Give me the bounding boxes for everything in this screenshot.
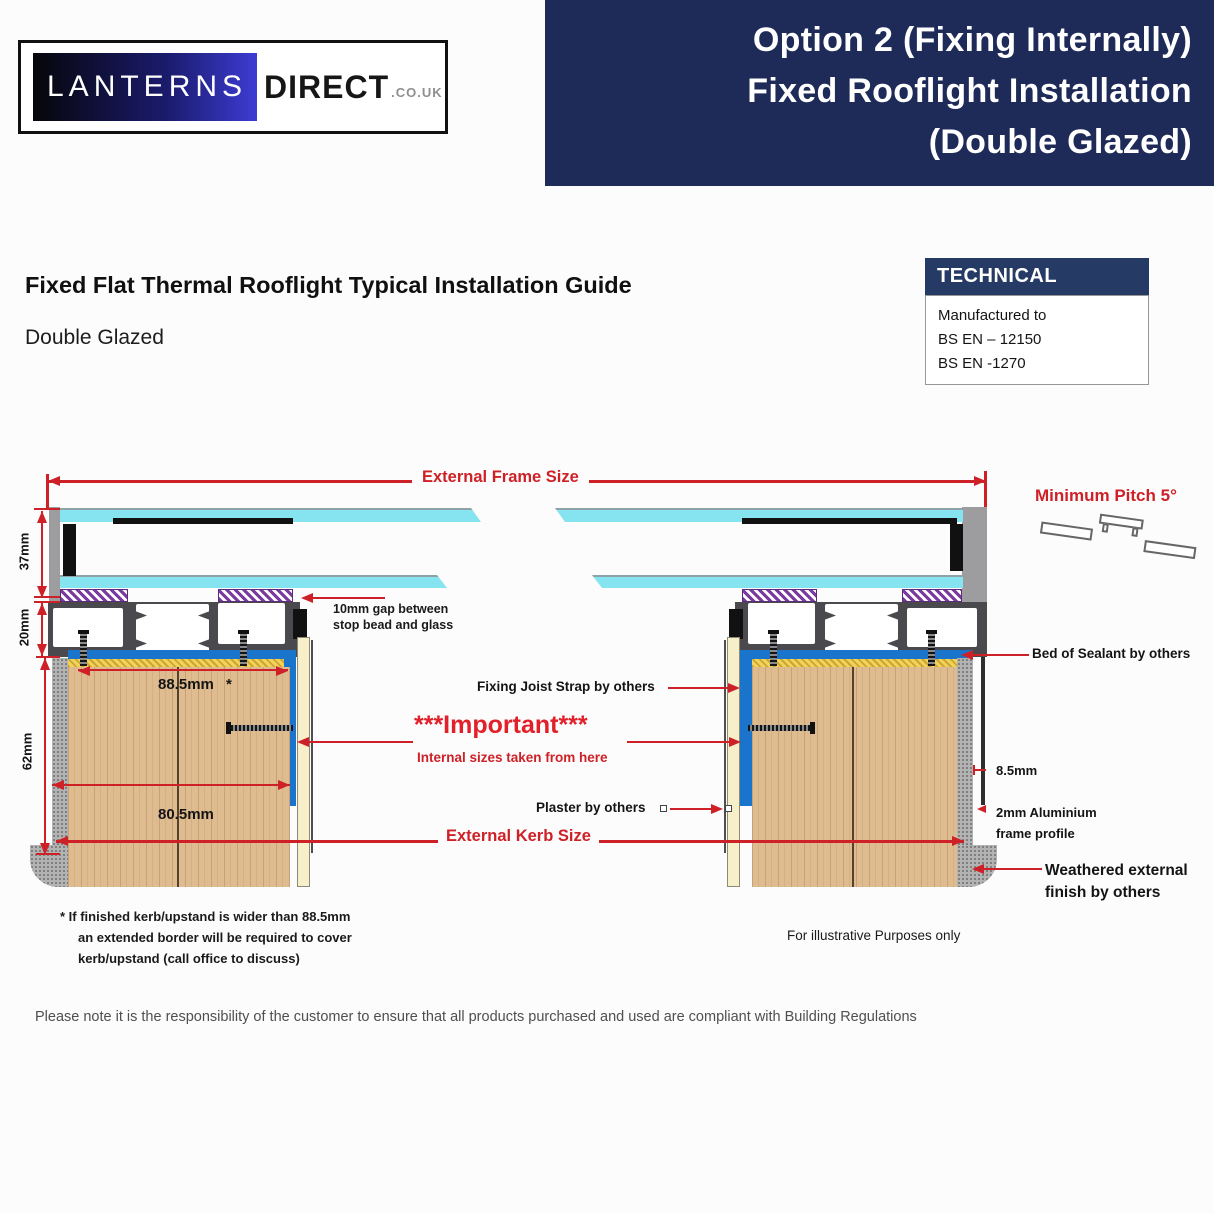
technical-box bbox=[925, 258, 1149, 385]
arrowhead bbox=[78, 666, 90, 676]
sealant-arrow-line bbox=[973, 654, 1029, 656]
weathered-finish-right bbox=[957, 658, 973, 850]
kerb-footnote bbox=[60, 906, 352, 969]
frame-side-bar-left bbox=[49, 507, 60, 603]
arrowhead bbox=[961, 650, 973, 660]
technical-body bbox=[925, 295, 1149, 385]
thermal-break-notch bbox=[824, 611, 836, 620]
dim-37mm-label: 37mm bbox=[16, 532, 32, 571]
dim-885mm-value: 88.5mm bbox=[158, 676, 214, 693]
arrowhead bbox=[972, 864, 984, 874]
technical-heading: TECHNICAL bbox=[925, 258, 1149, 295]
illustrative-note: For illustrative Purposes only bbox=[787, 928, 961, 943]
stop-bead-hatch-4 bbox=[902, 589, 962, 602]
kerb-footnote-line-3: kerb/upstand (call office to discuss) bbox=[78, 951, 300, 966]
weathered-line-1: Weathered external bbox=[1045, 862, 1188, 879]
minimum-pitch-icon bbox=[1037, 502, 1195, 575]
arrowhead bbox=[711, 804, 723, 814]
arrowhead bbox=[37, 511, 47, 523]
gap-note bbox=[333, 601, 453, 633]
glazing-spacer-right-horizontal bbox=[742, 518, 957, 524]
dim-20mm-label: 20mm bbox=[16, 608, 32, 647]
aluminium-outer-skin bbox=[981, 657, 985, 805]
arrowhead bbox=[52, 780, 64, 790]
strap-screw-right bbox=[748, 725, 810, 731]
dim-885mm-footnote-marker: * bbox=[226, 676, 232, 693]
dim-line-62 bbox=[44, 658, 46, 855]
arrowhead bbox=[301, 593, 313, 603]
gap-note-line-1: 10mm gap between bbox=[333, 602, 449, 616]
technical-line-3: BS EN -1270 bbox=[938, 355, 1026, 372]
arrowhead bbox=[728, 683, 740, 693]
thermal-break-notch bbox=[887, 611, 899, 620]
technical-line-2: BS EN – 12150 bbox=[938, 331, 1042, 348]
fixing-joist-arrow-line bbox=[668, 687, 730, 689]
frame-side-bar-right bbox=[962, 507, 987, 603]
kerb-footnote-line-1: * If finished kerb/upstand is wider than 88.5mm bbox=[60, 909, 351, 924]
dim-85mm-label: 8.5mm bbox=[996, 763, 1038, 778]
dim-tick bbox=[36, 656, 60, 658]
title-banner bbox=[545, 0, 1214, 186]
thermal-break-chamber bbox=[825, 604, 898, 655]
thermal-break-chamber bbox=[136, 604, 209, 655]
arrowhead bbox=[37, 603, 47, 615]
arrowhead bbox=[297, 737, 309, 747]
thermal-break-notch bbox=[135, 639, 147, 648]
kerb-footnote-line-2: an extended border will be required to cover bbox=[78, 930, 352, 945]
fixing-screw bbox=[928, 634, 935, 666]
stop-bead-hatch-2 bbox=[218, 589, 293, 602]
disclaimer: Please note it is the responsibility of the customer to ensure that all products purchased and used are compliant with Building Regulations bbox=[35, 1009, 917, 1025]
thermal-break-notch bbox=[198, 611, 210, 620]
dim-tick bbox=[34, 601, 60, 603]
minimum-pitch-label: Minimum Pitch 5° bbox=[1035, 486, 1177, 505]
internal-sizes-label: Internal sizes taken from here bbox=[417, 750, 608, 765]
arrowhead bbox=[48, 476, 60, 486]
dim-line-805 bbox=[52, 784, 290, 786]
weathered-label bbox=[1045, 860, 1188, 904]
page-title: Fixed Flat Thermal Rooflight Typical Installation Guide bbox=[25, 272, 632, 298]
logo-tld-text: .CO.UK bbox=[391, 84, 443, 100]
alu-profile-line-2: frame profile bbox=[996, 826, 1075, 841]
dim-805mm-label: 80.5mm bbox=[158, 806, 214, 823]
bed-of-sealant-label: Bed of Sealant by others bbox=[1032, 646, 1191, 661]
important-label: ***Important*** bbox=[414, 711, 588, 739]
timber-kerb-left bbox=[68, 667, 290, 887]
arrowhead bbox=[977, 805, 986, 813]
plasterboard-strip-right bbox=[727, 637, 740, 887]
pitch-icon-bar bbox=[1143, 540, 1196, 559]
gap-note-line-2: stop bead and glass bbox=[333, 618, 454, 632]
dim-line-885 bbox=[78, 669, 288, 671]
strap-screw-left bbox=[231, 725, 293, 731]
timber-kerb-right bbox=[752, 667, 957, 887]
dim-tick bbox=[34, 596, 60, 598]
thermal-break-notch bbox=[198, 639, 210, 648]
glazing-spacer-left-horizontal bbox=[113, 518, 293, 524]
weathered-arrow-line bbox=[984, 868, 1042, 870]
banner-line-2: Fixed Rooflight Installation bbox=[747, 72, 1192, 110]
frame-chamber bbox=[748, 603, 815, 644]
plasterboard-strip-left bbox=[297, 637, 310, 887]
arrowhead bbox=[276, 666, 288, 676]
glazing-spacer-right-vertical bbox=[950, 524, 963, 571]
plaster-skim-line-left bbox=[311, 640, 313, 853]
fixing-screw bbox=[80, 634, 87, 666]
external-kerb-size-label: External Kerb Size bbox=[438, 827, 599, 846]
fixing-screw bbox=[240, 634, 247, 666]
fixing-screw bbox=[770, 634, 777, 666]
plaster-marker-square bbox=[725, 805, 732, 812]
glass-bottom-pane-right bbox=[592, 575, 963, 588]
fixing-joist-strap-label: Fixing Joist Strap by others bbox=[477, 679, 655, 694]
external-frame-size-label: External Frame Size bbox=[412, 468, 589, 487]
banner-line-1: Option 2 (Fixing Internally) bbox=[752, 21, 1192, 59]
arrowhead bbox=[56, 836, 68, 846]
dim-885mm-label bbox=[158, 676, 232, 693]
arrowhead bbox=[37, 644, 47, 656]
kerb-joint-line-left bbox=[177, 667, 179, 887]
frame-chamber bbox=[907, 608, 977, 647]
dim-tick bbox=[36, 853, 60, 855]
thermal-break-notch bbox=[824, 639, 836, 648]
gap-arrow-line bbox=[312, 597, 385, 599]
plaster-arrow-line bbox=[670, 808, 714, 810]
strap-screw-head-right bbox=[810, 722, 815, 734]
pitch-icon-leg bbox=[1131, 527, 1138, 537]
dim-62mm-label: 62mm bbox=[19, 732, 35, 771]
frame-chamber bbox=[53, 608, 123, 647]
thermal-break-notch bbox=[887, 639, 899, 648]
logo-direct-text: DIRECT bbox=[264, 68, 390, 105]
dim-line-37 bbox=[41, 511, 43, 598]
logo-lanterns-text: LANTERNS bbox=[33, 53, 257, 121]
strap-horizontal-left bbox=[68, 650, 296, 659]
important-arrow-line-right bbox=[627, 741, 731, 743]
frame-edge-block-right bbox=[729, 609, 743, 639]
pitch-icon-bar bbox=[1040, 521, 1093, 540]
page-subtitle: Double Glazed bbox=[25, 326, 164, 349]
alu-profile-line-1: 2mm Aluminium bbox=[996, 805, 1097, 820]
sealant-bed-left bbox=[68, 659, 284, 667]
stop-bead-hatch-1 bbox=[60, 589, 128, 602]
dim-ext-line bbox=[984, 471, 987, 507]
dim-line-85 bbox=[973, 769, 986, 771]
arrowhead bbox=[729, 737, 741, 747]
important-arrow-line-left bbox=[309, 741, 413, 743]
frame-chamber bbox=[218, 603, 285, 644]
alu-profile-label bbox=[996, 802, 1097, 844]
dim-ext-line bbox=[46, 474, 49, 510]
plaster-skim-line-right bbox=[724, 640, 726, 853]
dim-tick bbox=[34, 508, 60, 510]
arrowhead bbox=[952, 836, 964, 846]
weathered-finish-left bbox=[52, 658, 68, 850]
kerb-joint-line-right bbox=[852, 667, 854, 887]
pitch-icon-leg bbox=[1102, 523, 1109, 533]
technical-line-1: Manufactured to bbox=[938, 307, 1047, 324]
frame-edge-block-left bbox=[293, 609, 307, 639]
arrowhead bbox=[40, 658, 50, 670]
stop-bead-hatch-3 bbox=[742, 589, 817, 602]
plaster-label: Plaster by others bbox=[536, 800, 646, 815]
weathered-line-2: finish by others bbox=[1045, 884, 1161, 901]
lanterns-direct-logo bbox=[18, 40, 448, 134]
arrowhead bbox=[278, 780, 290, 790]
glass-bottom-pane-left bbox=[60, 575, 447, 588]
thermal-break-notch bbox=[135, 611, 147, 620]
plaster-marker-square bbox=[660, 805, 667, 812]
glazing-spacer-left-vertical bbox=[63, 524, 76, 576]
banner-line-3: (Double Glazed) bbox=[928, 123, 1192, 161]
